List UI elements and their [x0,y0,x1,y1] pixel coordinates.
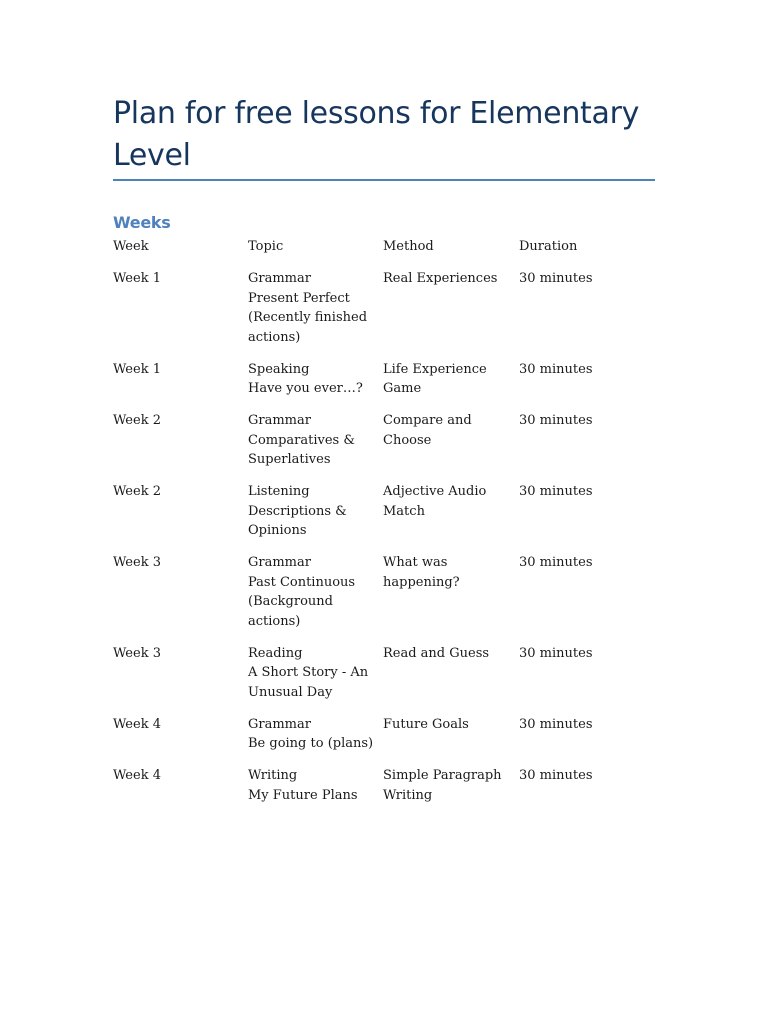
table-row [113,269,655,360]
cell-method [383,715,519,767]
method-line: Adjective Audio [383,484,487,499]
cell-week: Week 1 [113,271,161,286]
cell-topic [248,482,383,553]
method-line: What was [383,555,448,570]
cell-topic [248,644,383,715]
table-row [113,411,655,482]
table-row [113,482,655,553]
cell-week: Week 1 [113,361,161,377]
table-row [113,766,655,818]
lesson-table-body [113,237,655,818]
cell-method [383,269,519,360]
method-line: Read and Guess [383,645,490,661]
cell-topic [248,269,383,360]
header-week: Week [113,239,149,254]
method-line: happening? [383,574,460,590]
cell-topic [248,715,383,767]
cell-duration: 30 minutes [519,361,593,377]
topic-line: Past Continuous [248,574,356,590]
topic-line: Unusual Day [248,684,333,700]
lesson-plan-table [113,237,655,818]
method-line: Life Experience [383,361,487,377]
cell-week: Week 4 [113,768,161,783]
cell-topic [248,411,383,482]
topic-line: Speaking [248,361,310,377]
section-heading: Weeks [113,213,171,232]
cell-duration: 30 minutes [519,413,593,428]
topic-line: Grammar [248,555,311,570]
topic-line: My Future Plans [248,787,358,803]
topic-line: (Recently finished [248,310,368,325]
header-topic: Topic [248,239,284,254]
title-underline [113,179,655,181]
cell-topic [248,553,383,644]
topic-line: actions) [248,329,301,345]
table-row [113,360,655,412]
method-line: Match [383,503,425,519]
method-line: Writing [383,787,433,803]
table-row [113,715,655,767]
cell-week: Week 4 [113,716,161,732]
cell-duration: 30 minutes [519,645,593,661]
method-line: Future Goals [383,716,469,732]
cell-method [383,360,519,412]
topic-line: Grammar [248,271,311,286]
topic-line: Superlatives [248,452,331,467]
topic-line: Be going to (plans) [248,736,374,751]
topic-line: Grammar [248,716,311,732]
topic-line: Comparatives & [248,432,355,448]
topic-line: (Background [248,594,333,609]
cell-method [383,411,519,482]
cell-week: Week 3 [113,555,161,570]
topic-line: Opinions [248,523,307,538]
cell-topic [248,360,383,412]
method-line: Choose [383,432,432,448]
topic-line: Reading [248,645,303,661]
method-line: Real Experiences [383,271,498,286]
cell-week: Week 2 [113,413,161,428]
header-method: Method [383,239,434,254]
method-line: Simple Paragraph [383,768,502,783]
cell-method [383,644,519,715]
cell-topic [248,766,383,818]
topic-line: Grammar [248,413,311,428]
cell-duration: 30 minutes [519,768,593,783]
cell-method [383,482,519,553]
method-line: Game [383,381,422,396]
table-header-row [113,237,655,269]
topic-line: Descriptions & [248,503,347,519]
cell-method [383,553,519,644]
cell-duration: 30 minutes [519,484,593,499]
method-line: Compare and [383,413,472,428]
header-duration: Duration [519,239,578,254]
topic-line: Have you ever…? [248,381,363,396]
cell-duration: 30 minutes [519,555,593,570]
cell-week: Week 2 [113,484,161,499]
topic-line: Present Perfect [248,290,350,306]
table-row [113,644,655,715]
cell-method [383,766,519,818]
cell-duration: 30 minutes [519,271,593,286]
topic-line: actions) [248,613,301,629]
topic-line: A Short Story - An [248,665,369,680]
topic-line: Writing [248,768,298,783]
topic-line: Listening [248,484,310,499]
cell-duration: 30 minutes [519,716,593,732]
table-row [113,553,655,644]
document-title: Plan for free lessons for Elementary Level [113,96,640,173]
cell-week: Week 3 [113,645,161,661]
